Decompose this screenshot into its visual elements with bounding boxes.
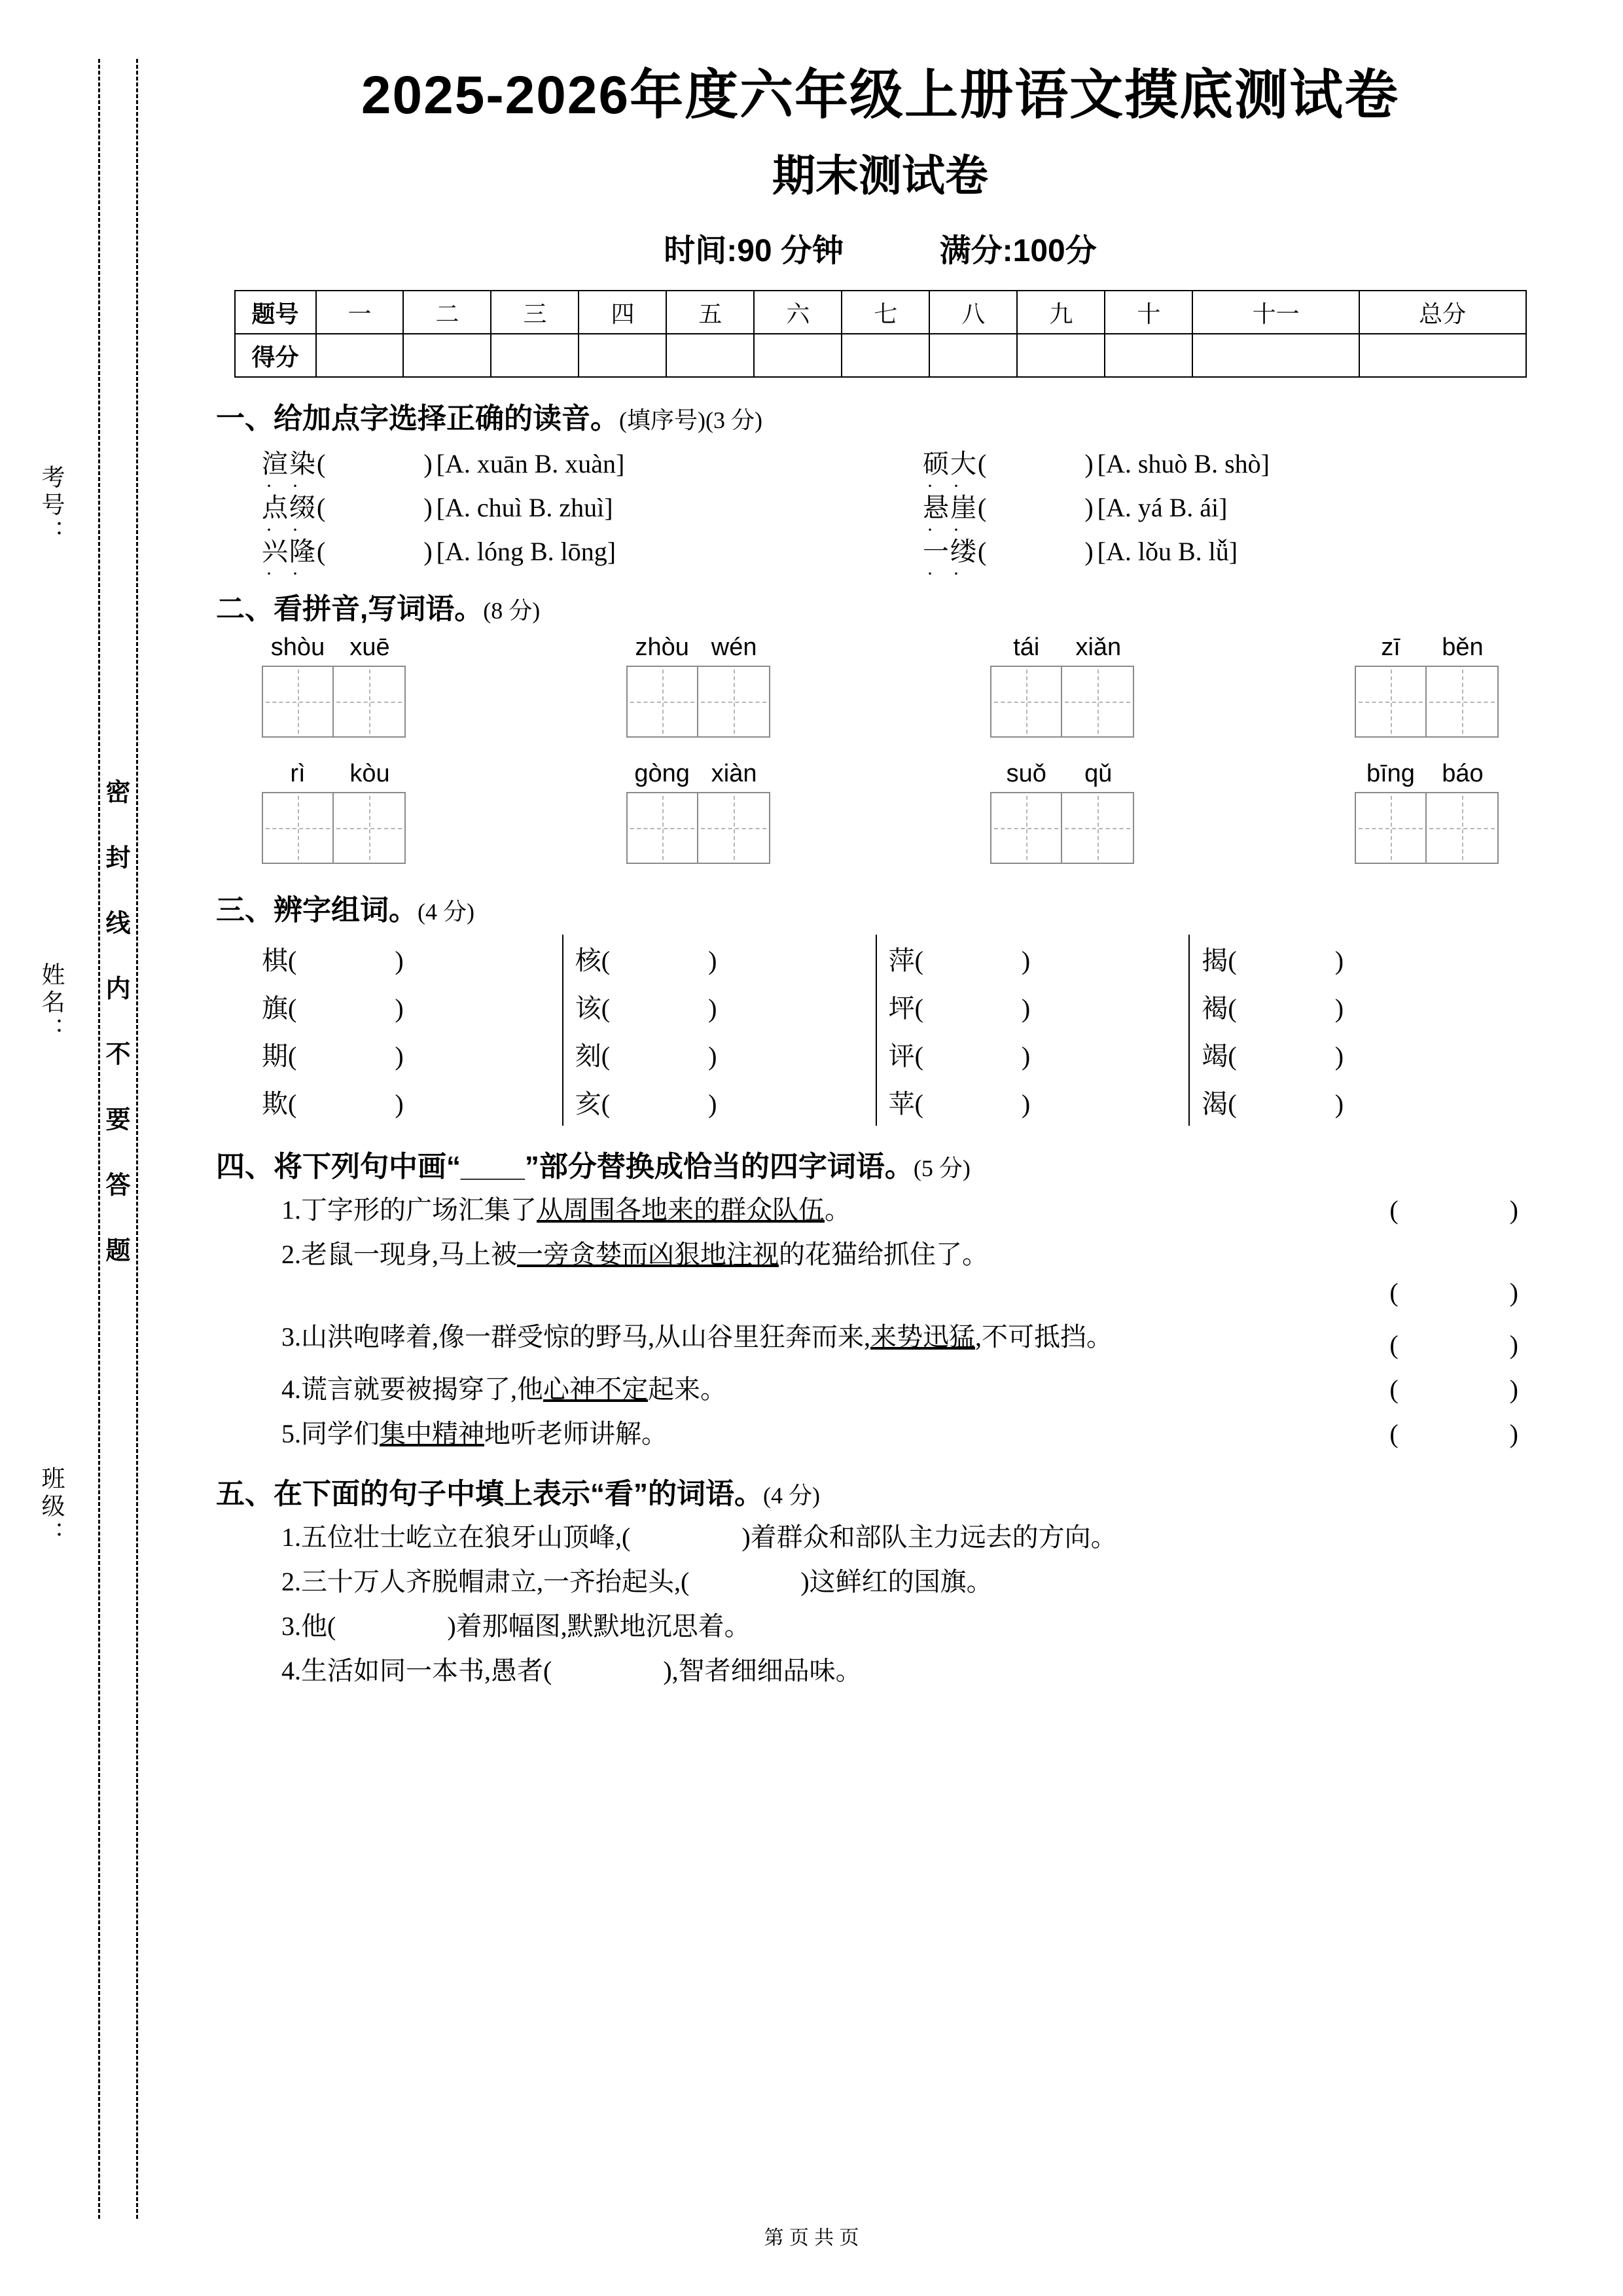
score-table	[234, 290, 1527, 378]
score-col-1: 一	[316, 291, 404, 334]
section-5-item	[281, 1652, 1544, 1690]
bianzi-row[interactable]: 该 ( )	[575, 982, 872, 1030]
bianzi-char: 评	[888, 1041, 915, 1071]
bianzi-char: 苹	[888, 1089, 915, 1119]
bianzi-char: 坪	[888, 994, 915, 1023]
section-2-row-1	[262, 634, 1499, 738]
section-1-item-1	[262, 443, 923, 480]
item-underlined: 从周围各地来的群众队伍	[537, 1195, 825, 1225]
section-1-item-5	[262, 531, 923, 568]
answer-paren[interactable]: ( )	[317, 537, 433, 566]
tianzige-cell[interactable]	[990, 666, 1062, 738]
item-text-before: 五位壮士屹立在狼牙山顶峰,(	[301, 1522, 631, 1552]
answer-paren[interactable]: ( )	[1389, 1278, 1518, 1307]
section-2-note: (8 分)	[483, 598, 541, 624]
item-text-after: )这鲜红的国旗。	[800, 1567, 993, 1596]
score-cell-6[interactable]	[754, 334, 842, 377]
score-cell-7[interactable]	[842, 334, 929, 377]
item-text-before: 同学们	[301, 1419, 380, 1448]
item-text-after: )着群众和部队主力远去的方向。	[741, 1522, 1117, 1552]
section-1-title	[216, 395, 1544, 437]
score-col-total: 总分	[1359, 291, 1526, 334]
section-1-options: [A. chuì B. zhuì]	[436, 493, 613, 522]
tianzige-cell[interactable]	[626, 792, 698, 864]
answer-paren[interactable]: ( )	[1389, 1374, 1518, 1404]
bianzi-row[interactable]: 期 ( )	[262, 1030, 559, 1078]
bianzi-column	[876, 935, 1186, 1126]
section-5-item	[281, 1563, 1544, 1601]
score-col-5: 五	[666, 291, 754, 334]
item-text-before: 谎言就要被揭穿了,他	[301, 1374, 543, 1404]
bianzi-row[interactable]: 评 ( )	[889, 1030, 1186, 1078]
tianzige-cell[interactable]	[1062, 666, 1134, 738]
section-4-item	[281, 1191, 1544, 1229]
bianzi-row[interactable]: 棋 ( )	[262, 935, 559, 982]
score-cell-1[interactable]	[316, 334, 404, 377]
answer-paren[interactable]: ( )	[978, 493, 1094, 522]
section-2-title-text: 二、看拼音,写词语。	[216, 593, 484, 625]
bianzi-char: 竭	[1202, 1041, 1228, 1071]
pinyin-text: xiàn	[711, 760, 757, 787]
pinyin-text: suǒ	[1006, 760, 1046, 787]
tianzige-cell[interactable]	[334, 666, 406, 738]
item-number: 4.	[281, 1374, 301, 1404]
item-number: 2.	[281, 1567, 301, 1596]
bianzi-row[interactable]: 欺 ( )	[262, 1078, 559, 1126]
score-col-10: 十	[1105, 291, 1192, 334]
bianzi-char: 褐	[1202, 994, 1228, 1023]
score-table-row-label-score: 得分	[235, 334, 316, 377]
tianzige-cell[interactable]	[990, 792, 1062, 864]
dotted-word: 点缀 ··	[262, 487, 317, 524]
section-1-row-2	[262, 487, 1544, 524]
item-text-before: 丁字形的广场汇集了	[301, 1195, 537, 1225]
section-5-title-text: 五、在下面的句子中填上表示“看”的词语。	[216, 1478, 763, 1510]
seal-field-class: 班级：	[39, 1466, 65, 1549]
pinyin-text: zī	[1381, 634, 1400, 661]
bianzi-row[interactable]: 亥 ( )	[575, 1078, 872, 1126]
section-4-title-text: 四、将下列句中画“____”部分替换成恰当的四字词语。	[216, 1151, 914, 1183]
bianzi-row[interactable]: 旗 ( )	[262, 982, 559, 1030]
item-text-before: 三十万人齐脱帽肃立,一齐抬起头,(	[301, 1567, 690, 1596]
section-1-item-3	[262, 487, 923, 524]
section-1-row-3	[262, 531, 1544, 568]
section-1-note: (填序号)(3 分)	[619, 407, 762, 433]
exam-meta	[216, 225, 1544, 270]
item-text-before: 他(	[301, 1611, 336, 1641]
section-1-options: [A. yá B. ái]	[1097, 493, 1228, 522]
exam-content	[216, 52, 1544, 1690]
item-underlined: 一旁贪婪而凶狠地注视	[517, 1240, 779, 1269]
tianzige-cell[interactable]	[698, 792, 770, 864]
pinyin-text: tái	[1013, 634, 1040, 661]
dotted-word: 硕大 ··	[923, 443, 978, 480]
bianzi-column	[262, 935, 559, 1126]
item-text-after: ),智者细细品味。	[663, 1656, 862, 1685]
section-3-grid	[262, 935, 1499, 1126]
bianzi-char: 核	[575, 946, 601, 975]
pinyin-block	[262, 634, 406, 738]
score-cell-total[interactable]	[1359, 334, 1526, 377]
bianzi-char: 亥	[575, 1089, 601, 1119]
section-5-title	[216, 1470, 1544, 1512]
score-cell-2[interactable]	[403, 334, 491, 377]
pinyin-text: bīng	[1366, 760, 1415, 787]
dotted-word: 一缕 ··	[923, 531, 978, 568]
score-cell-10[interactable]	[1105, 334, 1192, 377]
pinyin-text: qǔ	[1084, 760, 1113, 787]
item-underlined: 来势迅猛	[870, 1322, 975, 1352]
section-1-options: [A. xuān B. xuàn]	[436, 449, 625, 478]
bianzi-column	[1188, 935, 1499, 1126]
score-col-9: 九	[1017, 291, 1105, 334]
answer-paren[interactable]: ( )	[1389, 1330, 1518, 1359]
section-2-title	[216, 585, 1544, 627]
score-col-8: 八	[929, 291, 1017, 334]
score-col-2: 二	[403, 291, 491, 334]
score-cell-5[interactable]	[666, 334, 754, 377]
section-1-row-1	[262, 443, 1544, 480]
section-2-row-2	[262, 760, 1499, 864]
answer-paren[interactable]: ( )	[317, 493, 433, 522]
section-5-item	[281, 1518, 1544, 1556]
bianzi-char: 旗	[262, 994, 288, 1023]
pinyin-block	[262, 760, 406, 864]
score-col-4: 四	[579, 291, 666, 334]
section-4-item	[281, 1236, 1544, 1312]
pinyin-text: xuē	[349, 634, 390, 661]
item-text-before: 生活如同一本书,愚者(	[301, 1656, 552, 1685]
section-4-note: (5 分)	[913, 1155, 971, 1181]
seal-strip	[39, 59, 167, 2219]
section-1-item-4	[923, 487, 1227, 524]
item-number: 1.	[281, 1195, 301, 1225]
tianzige-cell[interactable]	[1427, 792, 1499, 864]
tianzige-cell[interactable]	[1062, 792, 1134, 864]
item-text-after: 的花猫给抓住了。	[779, 1240, 988, 1269]
tianzige-cell[interactable]	[262, 666, 334, 738]
time-label: 时间:90 分钟	[664, 234, 844, 268]
score-cell-3[interactable]	[491, 334, 579, 377]
section-4-item	[281, 1371, 1544, 1408]
score-cell-9[interactable]	[1017, 334, 1105, 377]
tianzige-cell[interactable]	[626, 666, 698, 738]
answer-paren[interactable]: ( )	[1389, 1419, 1518, 1448]
bianzi-char: 该	[575, 994, 601, 1023]
bianzi-row[interactable]: 萍 ( )	[889, 935, 1186, 982]
pinyin-block	[1355, 760, 1499, 864]
section-1-item-2	[923, 443, 1270, 480]
item-number: 3.	[281, 1611, 301, 1641]
score-table-value-row	[235, 334, 1526, 377]
item-text-before: 山洪咆哮着,像一群受惊的野马,从山谷里狂奔而来,	[301, 1322, 870, 1352]
score-col-11: 十一	[1192, 291, 1359, 334]
dotted-word: 悬崖 ··	[923, 487, 978, 524]
total-score-label: 满分:100分	[939, 234, 1097, 268]
bianzi-char: 欺	[262, 1089, 288, 1119]
tianzige-cell[interactable]	[334, 792, 406, 864]
answer-paren[interactable]: ( )	[1389, 1195, 1518, 1225]
pinyin-block	[1355, 634, 1499, 738]
pinyin-text: běn	[1442, 634, 1484, 661]
tianzige-cell[interactable]	[1427, 666, 1499, 738]
bianzi-row[interactable]: 苹 ( )	[889, 1078, 1186, 1126]
pinyin-text: zhòu	[635, 634, 689, 661]
bianzi-row[interactable]: 刻 ( )	[575, 1030, 872, 1078]
item-text-after: 地听老师讲解。	[484, 1419, 668, 1448]
pinyin-text: kòu	[349, 760, 390, 787]
item-text-after: 。	[825, 1195, 851, 1225]
dotted-word: 兴隆 ··	[262, 531, 317, 568]
score-col-3: 三	[491, 291, 579, 334]
item-text-after: ,不可抵挡。	[975, 1322, 1113, 1352]
item-text-after: )着那幅图,默默地沉思着。	[447, 1611, 751, 1641]
bianzi-char: 萍	[888, 946, 915, 975]
bianzi-row[interactable]: 竭 ( )	[1202, 1030, 1499, 1078]
section-4-item	[281, 1415, 1544, 1453]
section-1-options: [A. lǒu B. lǚ]	[1097, 537, 1238, 566]
score-cell-4[interactable]	[579, 334, 666, 377]
item-underlined: 心神不定	[543, 1374, 648, 1404]
score-table-row-label-number: 题号	[235, 291, 316, 334]
section-4-title	[216, 1143, 1544, 1185]
bianzi-char: 刻	[575, 1041, 601, 1071]
bianzi-row[interactable]: 渴 ( )	[1202, 1078, 1499, 1126]
tianzige-cell[interactable]	[262, 792, 334, 864]
seal-dashed-line-right	[136, 59, 138, 2219]
item-number: 4.	[281, 1656, 301, 1685]
seal-field-exam-number: 考号：	[39, 465, 65, 547]
dotted-word: 渲染 ··	[262, 443, 317, 480]
pinyin-text: shòu	[270, 634, 325, 661]
bianzi-char: 棋	[262, 946, 288, 975]
pinyin-block	[626, 760, 770, 864]
score-cell-8[interactable]	[929, 334, 1017, 377]
item-text-before: 老鼠一现身,马上被	[301, 1240, 517, 1269]
section-1-item-6	[923, 531, 1238, 568]
score-table-header-row	[235, 291, 1526, 334]
item-number: 3.	[281, 1322, 301, 1352]
pinyin-block	[990, 760, 1134, 864]
answer-paren[interactable]: ( )	[317, 449, 433, 478]
pinyin-text: wén	[711, 634, 757, 661]
bianzi-row[interactable]: 核 ( )	[575, 935, 872, 982]
bianzi-column	[562, 935, 872, 1126]
seal-vertical-text: 密 封 线 内 不 要 答 题	[101, 779, 129, 1268]
item-number: 5.	[281, 1419, 301, 1448]
item-number: 2.	[281, 1240, 301, 1269]
seal-field-name: 姓名：	[39, 962, 65, 1045]
bianzi-row[interactable]: 褐 ( )	[1202, 982, 1499, 1030]
section-5-item	[281, 1607, 1544, 1645]
bianzi-row[interactable]: 坪 ( )	[889, 982, 1186, 1030]
section-1-options: [A. lóng B. lōng]	[436, 537, 616, 566]
section-1-options: [A. shuò B. shò]	[1097, 449, 1270, 478]
item-underlined: 集中精神	[380, 1419, 484, 1448]
pinyin-text: rì	[290, 760, 306, 787]
section-5-note: (4 分)	[763, 1482, 820, 1509]
pinyin-block	[990, 634, 1134, 738]
pinyin-text: gòng	[634, 760, 690, 787]
item-text-after: 起来。	[648, 1374, 726, 1404]
section-1-title-text: 一、给加点字选择正确的读音。	[216, 403, 619, 435]
section-3-title	[216, 886, 1544, 928]
pinyin-block	[626, 634, 770, 738]
section-3-title-text: 三、辨字组词。	[216, 894, 418, 926]
section-4-item	[281, 1318, 1544, 1364]
score-col-7: 七	[842, 291, 929, 334]
pinyin-text: báo	[1442, 760, 1484, 787]
bianzi-char: 期	[262, 1041, 288, 1071]
answer-paren[interactable]: ( )	[978, 537, 1094, 566]
score-col-6: 六	[754, 291, 842, 334]
page-subtitle: 期末测试卷	[772, 151, 988, 200]
answer-paren[interactable]: ( )	[978, 449, 1094, 478]
bianzi-row[interactable]: 揭 ( )	[1202, 935, 1499, 982]
tianzige-cell[interactable]	[698, 666, 770, 738]
bianzi-char: 渴	[1202, 1089, 1228, 1119]
section-3-note: (4 分)	[418, 899, 474, 925]
bianzi-char: 揭	[1202, 946, 1228, 975]
pinyin-text: xiǎn	[1075, 634, 1122, 661]
tianzige-cell[interactable]	[1355, 666, 1427, 738]
page-footer: 第 页 共 页	[764, 2227, 859, 2249]
tianzige-cell[interactable]	[1355, 792, 1427, 864]
score-cell-11[interactable]	[1192, 334, 1359, 377]
item-number: 1.	[281, 1522, 301, 1552]
page-title: 2025-2026年度六年级上册语文摸底测试卷	[361, 65, 1400, 125]
